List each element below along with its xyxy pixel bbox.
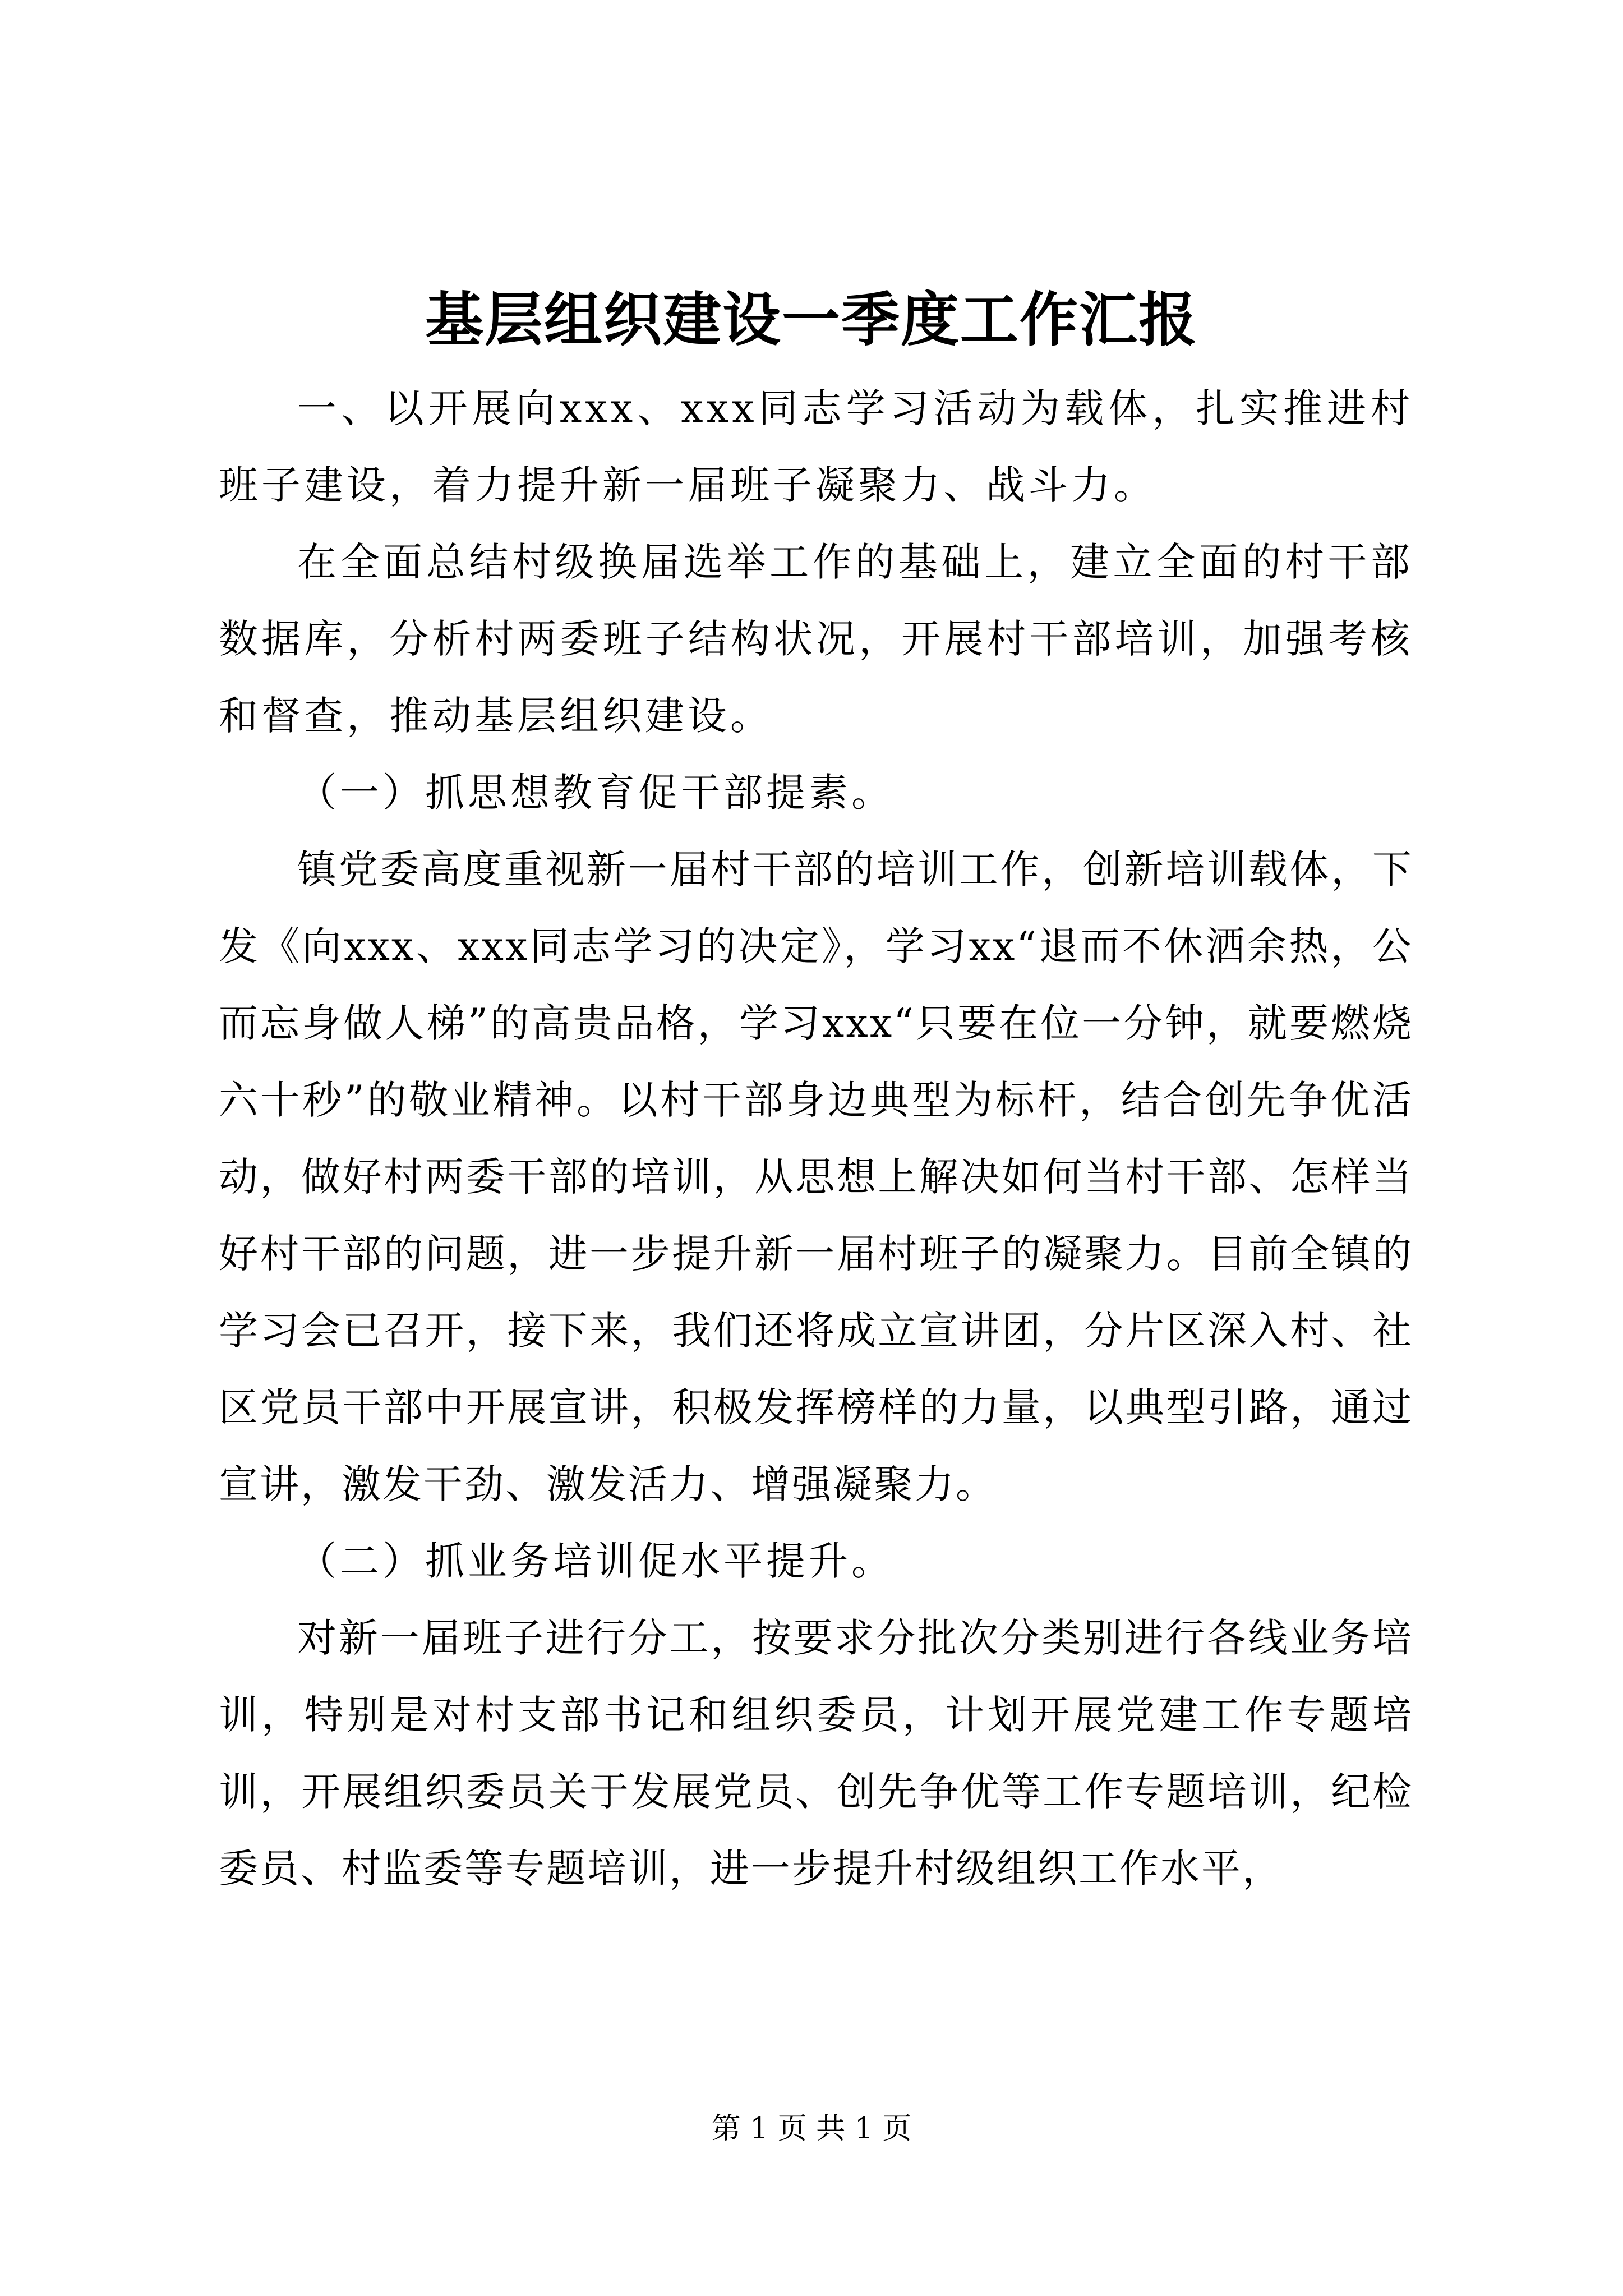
page-number-footer: 第 1 页 共 1 页 xyxy=(711,2112,912,2146)
paragraph-business-training: 对新一届班子进行分工，按要求分批次分类别进行各线业务培训，特别是对村支部书记和组织委员，计划开展党建工作专题培训，开展组织委员关于发展党员、创先争优等工作专题培训，纪检委员、村监委等专题培训，进一步提升村级组织工作水平， xyxy=(219,1615,1413,1892)
paragraph-subheading-one: （一）抓思想教育促干部提素。 xyxy=(297,770,894,816)
paragraph-section-one-heading: 一、以开展向xxx、xxx同志学习活动为载体，扎实推进村班子建设，着力提升新一届班子凝聚力、战斗力。 xyxy=(219,385,1413,508)
document-title: 基层组织建设一季度工作汇报 xyxy=(425,285,1198,354)
document-body xyxy=(219,370,1413,1907)
paragraph-ideological-education: 镇党委高度重视新一届村干部的培训工作，创新培训载体，下发《向xxx、xxx同志学习的决定》，学习xx“退而不休洒余热，公而忘身做人梯”的高贵品格，学习xxx“只要在位一分钟，就要燃烧六十秒”的敬业精神。以村干部身边典型为标杆，结合创先争优活动，做好村两委干部的培训，从思想上解决如何当村干部、怎样当好村干部的问题，进一步提升新一届村班子的凝聚力。目前全镇的学习会已召开，接下来，我们还将成立宣讲团，分片区深入村、社区党员干部中开展宣讲，积极发挥榜样的力量，以典型引路，通过宣讲，激发干劲、激发活力、增强凝聚力。 xyxy=(219,846,1413,1507)
paragraph-subheading-two: （二）抓业务培训促水平提升。 xyxy=(297,1538,894,1584)
paragraph-intro: 在全面总结村级换届选举工作的基础上，建立全面的村干部数据库，分析村两委班子结构状况，开展村干部培训，加强考核和督查，推动基层组织建设。 xyxy=(219,539,1413,739)
